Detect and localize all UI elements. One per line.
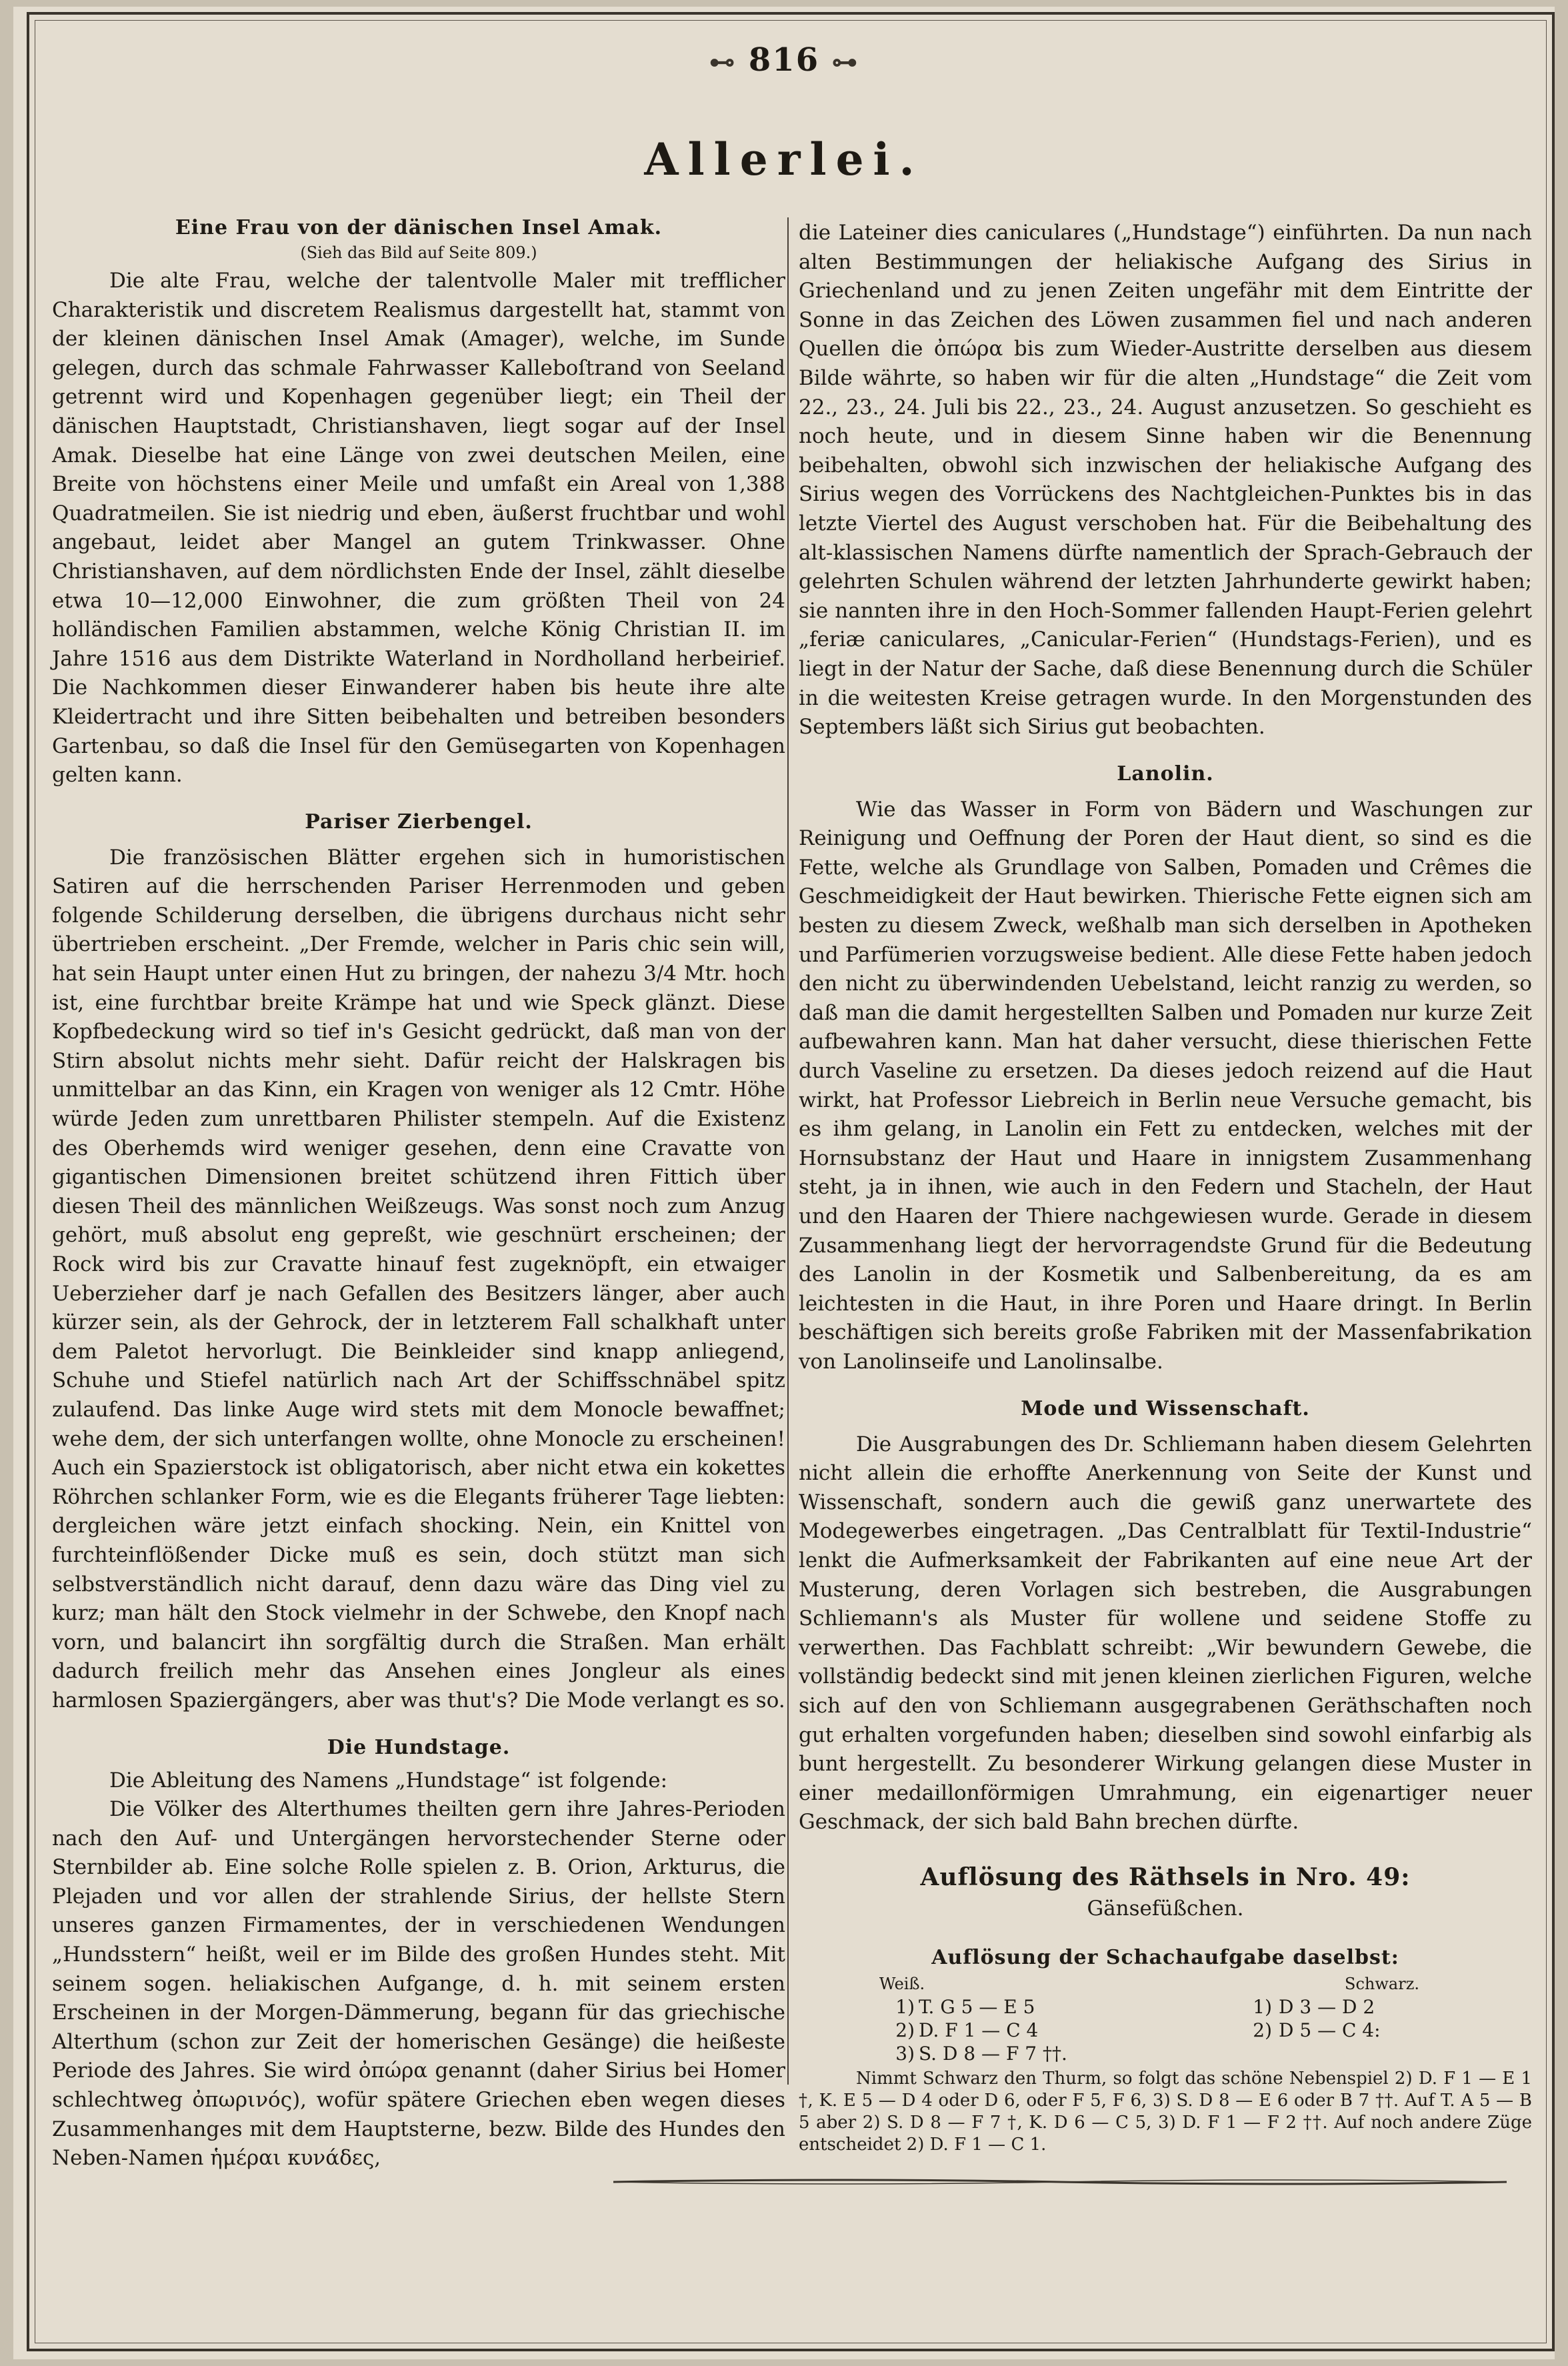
chess-move-row xyxy=(799,2019,1532,2042)
lanolin-title: Lanolin. xyxy=(1117,762,1214,786)
raethsel-title: Auflösung des Räthsels in Nro. 49: xyxy=(920,1863,1411,1891)
hundstage-body-left: Die Völker des Alterthumes theilten gern ihre Jahres-Perioden nach den Auf- und Untergängen hervorstechender Sterne oder Sternbilder ab. Eine solche Rolle spielen z. B. Orion, Arkturus, die Plejaden und vor allen der strahlende Sirius, der hellste Stern unseres ganzen Firmamentes, der in verschiedenen Wendungen „Hundsstern“ heißt, weil er im Bilde des großen Hundes steht. Mit seinem sogen. heliakischen Aufgange, d. h. mit seinem ersten Erscheinen in der Morgen-Dämmerung, begann für das griechische Alterthum (schon zur Zeit der homerischen Gesänge) die heißeste Periode des Jahres. Sie wird ὀπώρα genannt (daher Sirius bei Homer schlechtweg ὀπωρινός), wofür spätere Griechen eben wegen dieses Zusammenhanges mit dem Hauptsterne, bezw. Bilde des Hundes den Neben-Namen ἡμέραι κυνάδες, xyxy=(52,1797,785,2171)
move-number xyxy=(1199,2042,1279,2065)
page-number xyxy=(0,41,1568,79)
chess-moves xyxy=(799,1995,1532,2065)
lanolin-body: Wie das Wasser in Form von Bädern und Waschungen zur Reinigung und Oeffnung der Poren der Haut dient, so sind es die Fette, welche als Grundlage von Salben, Pomaden und Crêmes die Geschmeidigkeit der Haut bewirken. Thierische Fette eignen sich am besten zu diesem Zweck, weßhalb man sich derselben in Apotheken und Parfümerien vorzugsweise bedient. Alle diese Fette haben jedoch den nicht zu überwindenden Uebelstand, leicht ranzig zu werden, so daß man die damit hergestellten Salben und Pomaden nur kurze Zeit aufbewahren kann. Man hat daher versucht, diese thierischen Fette durch Vaseline zu ersetzen. Da dieses jedoch reizend auf die Haut wirkt, hat Professor Liebreich in Berlin neue Versuche gemacht, bis es ihm gelang, in Lanolin ein Fett zu entdecken, welches mit der Hornsubstanz der Haut und Haare in innigstem Zusammenhang steht, ja in ihnen, wie auch in den Federn und Stacheln, der Haut und den Haaren der Thiere nachgewiesen wurde. Gerade in diesem Zusammenhang liegt der hervorragendste Grund für die Bedeutung des Lanolin in der Kosmetik und Salbenbereitung, da es am leichtesten in die Haut, in ihre Poren und Haare dringt. In Berlin beschäftigen sich bereits große Fabriken mit der Massenfabrikation von Lanolinseife und Lanolinsalbe. xyxy=(799,797,1532,1374)
move-number: 3) xyxy=(895,2043,915,2065)
chess-move-row xyxy=(799,2042,1532,2065)
column-divider xyxy=(787,217,789,2085)
black-move xyxy=(1279,2042,1532,2065)
page-title: Allerlei. xyxy=(644,133,924,185)
white-move: D. F 1 — C 4 xyxy=(919,2019,1039,2042)
zierbengel-title: Pariser Zierbengel. xyxy=(305,810,533,834)
left-column xyxy=(52,213,785,2173)
right-column xyxy=(799,219,1532,2156)
move-number: 1) xyxy=(1253,1996,1272,2019)
amak-body: Die alte Frau, welche der talentvolle Maler mit trefflicher Charakteristik und discretem Realismus dargestellt hat, stammt von der kleinen dänischen Insel Amak (Amager), welche, im Sunde gelegen, durch das schmale Fahrwasser Kalleboſtrand von Seeland getrennt wird und Kopenhagen gegenüber liegt; ein Theil der dänischen Hauptstadt, Christianshaven, liegt sogar auf der Insel Amak. Dieselbe hat eine Länge von zwei deutschen Meilen, eine Breite von höchstens einer Meile und umfaßt ein Areal von 1,388 Quadratmeilen. Sie ist niedrig und eben, äußerst fruchtbar und wohl angebaut, leidet aber Mangel an gutem Trinkwasser. Ohne Christianshaven, auf dem nördlichsten Ende der Insel, zählt dieselbe etwa 10—12,000 Einwohner, die zum größten Theil von 24 holländischen Familien abstammen, welche König Christian II. im Jahre 1516 aus dem Distrikte Waterland in Nordholland herbeirief. Die Nachkommen dieser Einwanderer haben bis heute ihre alte Kleidertracht und ihre Sitten beibehalten und betreiben besonders Gartenbau, so daß die Insel für den Gemüsegarten von Kopenhagen gelten kann. xyxy=(52,269,785,788)
amak-title: Eine Frau von der dänischen Insel Amak. xyxy=(175,216,663,239)
zierbengel-body: Die französischen Blätter ergehen sich in humoristischen Satiren auf die herrschenden Pariser Herrenmoden und geben folgende Schilderung derselben, die übrigens durchaus nicht sehr übertrieben erscheint. „Der Fremde, welcher in Paris chic sein will, hat sein Haupt unter einen Hut zu bringen, der nahezu 3/4 Mtr. hoch ist, eine furchtbar breite Krämpe hat und wie Speck glänzt. Diese Kopfbedeckung wird so tief in's Gesicht gedrückt, daß man von der Stirn absolut nichts mehr sieht. Dafür reicht der Halskragen bis unmittelbar an das Kinn, ein Kragen von weniger als 12 Cmtr. Höhe würde Jeden zum unrettbaren Philister stempeln. Auf die Existenz des Oberhemds wird weniger gesehen, denn eine Cravatte von gigantischen Dimensionen breitet schützend ihren Fittich über diesen Theil des männlichen Weißzeugs. Was sonst noch zum Anzug gehört, muß absolut eng gepreßt, wie geschnürt erscheinen; der Rock wird bis zur Cravatte hinauf fest zugeknöpft, ein etwaiger Ueberzieher darf je nach Gefallen des Besitzers länger, aber auch kürzer sein, als der Gehrock, der in letzterem Fall schalkhaft unter dem Paletot hervorlugt. Die Beinkleider sind knapp anliegend, Schuhe und Stiefel natürlich nach Art der Schiffsschnäbel spitz zulaufend. Das linke Auge wird stets mit dem Monocle bewaffnet; wehe dem, der sich unterfangen wollte, ohne Monocle zu erscheinen! Auch ein Spazierstock ist obligatorisch, aber nicht etwa ein kokettes Röhrchen schlanker Form, wie es die Elegants früherer Tage liebten: dergleichen wäre jetzt einfach shocking. Nein, ein Knittel von furchteinflößender Dicke muß es sein, doch stützt man sich selbstverständlich nicht darauf, denn dazu wäre das Ding viel zu kurz; man hält den Stock vielmehr in der Schwebe, den Knopf nach vorn, und balancirt ihn sorgfältig durch die Straßen. Man erhält dadurch freilich mehr das Ansehen eines Jongleur als eines harmlosen Spaziergängers, aber was thut's? Die Mode verlangt es so. xyxy=(52,845,785,1712)
black-label: Schwarz. xyxy=(1345,1975,1419,1994)
end-ornament-rule xyxy=(613,2175,1507,2189)
white-move: S. D 8 — F 7 ††. xyxy=(919,2043,1067,2065)
hundstage-body-right: die Lateiner dies caniculares („Hundstage“) einführten. Da nun nach alten Bestimmungen der heliakische Aufgang des Sirius in Griechenland und zu jenen Zeiten ungefähr mit dem Eintritte der Sonne in das Zeichen des Löwen zusammen fiel und nach anderen Quellen die ὀπώρα bis zum Wieder-Austritte derselben aus diesem Bilde währte, so haben wir für die alten „Hundstage“ die Zeit vom 22., 23., 24. Juli bis 22., 23., 24. August anzusetzen. So geschieht es noch heute, und in diesem Sinne haben wir die Benennung beibehalten, obwohl sich inzwischen der heliakische Aufgang des Sirius wegen des Vorrückens des Nachtgleichen-Punktes bis in das letzte Viertel des August verschoben hat. Für die Beibehaltung des alt-klassischen Namens dürfte namentlich der Sprach-Gebrauch der gelehrten Schulen während der letzten Jahrhunderte gewirkt haben; sie nannten ihre in den Hoch-Sommer fallenden Haupt-Ferien gelehrt „feriæ caniculares, „Canicular-Ferien“ (Hundstags-Ferien), und es liegt in der Natur der Sache, daß diese Benennung durch die Schüler in die weitesten Kreise getragen wurde. In den Morgenstunden des Septembers läßt sich Sirius gut beobachten. xyxy=(799,221,1532,740)
hundstage-intro: Die Ableitung des Namens „Hundstage“ ist folgende: xyxy=(109,1768,668,1793)
move-number: 1) xyxy=(895,1996,915,2019)
black-move: D 5 — C 4: xyxy=(1279,2019,1381,2042)
white-label: Weiß. xyxy=(879,1975,925,1994)
chess-move-row xyxy=(799,1995,1532,2019)
chess-note: Nimmt Schwarz den Thurm, so folgt das schöne Nebenspiel 2) D. F 1 — E 1 †, K. E 5 — D 4 oder D 6, oder F 5, F 6, 3) S. D 8 — E 6 oder B 7 ††. Auf T. A 5 — B 5 aber 2) S. D 8 — F 7 †, K. D 6 — C 5, 3) D. F 1 — F 2 ††. Auf noch andere Züge entscheidet 2) D. F 1 — C 1. xyxy=(799,2069,1532,2155)
page-number-text: 816 xyxy=(748,41,820,79)
hundstage-title: Die Hundstage. xyxy=(327,1735,511,1759)
amak-subtitle: (Sieh das Bild auf Seite 809.) xyxy=(300,243,537,262)
mode-body: Die Ausgrabungen des Dr. Schliemann haben diesem Gelehrten nicht allein die erhoffte Anerkennung von Seite der Kunst und Wissenschaft, sondern auch die gewiß ganz unerwartete des Modegewerbes eingetragen. „Das Centralblatt für Textil-Industrie“ lenkt die Aufmerksamkeit der Fabrikanten auf eine neue Art der Musterung, deren Vorlagen sich bestreben, die Ausgrabungen Schliemann's als Muster für wollene und seidene Stoffe zu verwerthen. Das Fachblatt schreibt: „Wir bewundern Gewebe, die vollständig bedeckt sind mit jenen kleinen zierlichen Figuren, welche sich auf den von Schliemann ausgegrabenen Geräthschaften noch gut erhalten vorgefunden haben; dieselben sind sowohl einfarbig als bunt hergestellt. Zu besonderer Wirkung gelangen diese Muster in einer medaillonförmigen Umrahmung, ein eigenartiger neuer Geschmack, der sich bald Bahn brechen dürfte. xyxy=(799,1432,1532,1835)
black-move: D 3 — D 2 xyxy=(1279,1996,1375,2019)
move-number: 2) xyxy=(1253,2019,1272,2042)
left-ornament-icon: ⊷ xyxy=(709,47,737,77)
right-ornament-icon: ⊶ xyxy=(831,47,859,77)
chess-header xyxy=(799,1973,1532,1995)
raethsel-answer: Gänsefüßchen. xyxy=(1087,1896,1244,1921)
schach-title: Auflösung der Schachaufgabe daselbst: xyxy=(931,1946,1399,1970)
white-move: T. G 5 — E 5 xyxy=(919,1996,1035,2019)
mode-title: Mode und Wissenschaft. xyxy=(1021,1396,1310,1420)
move-number: 2) xyxy=(895,2019,915,2042)
